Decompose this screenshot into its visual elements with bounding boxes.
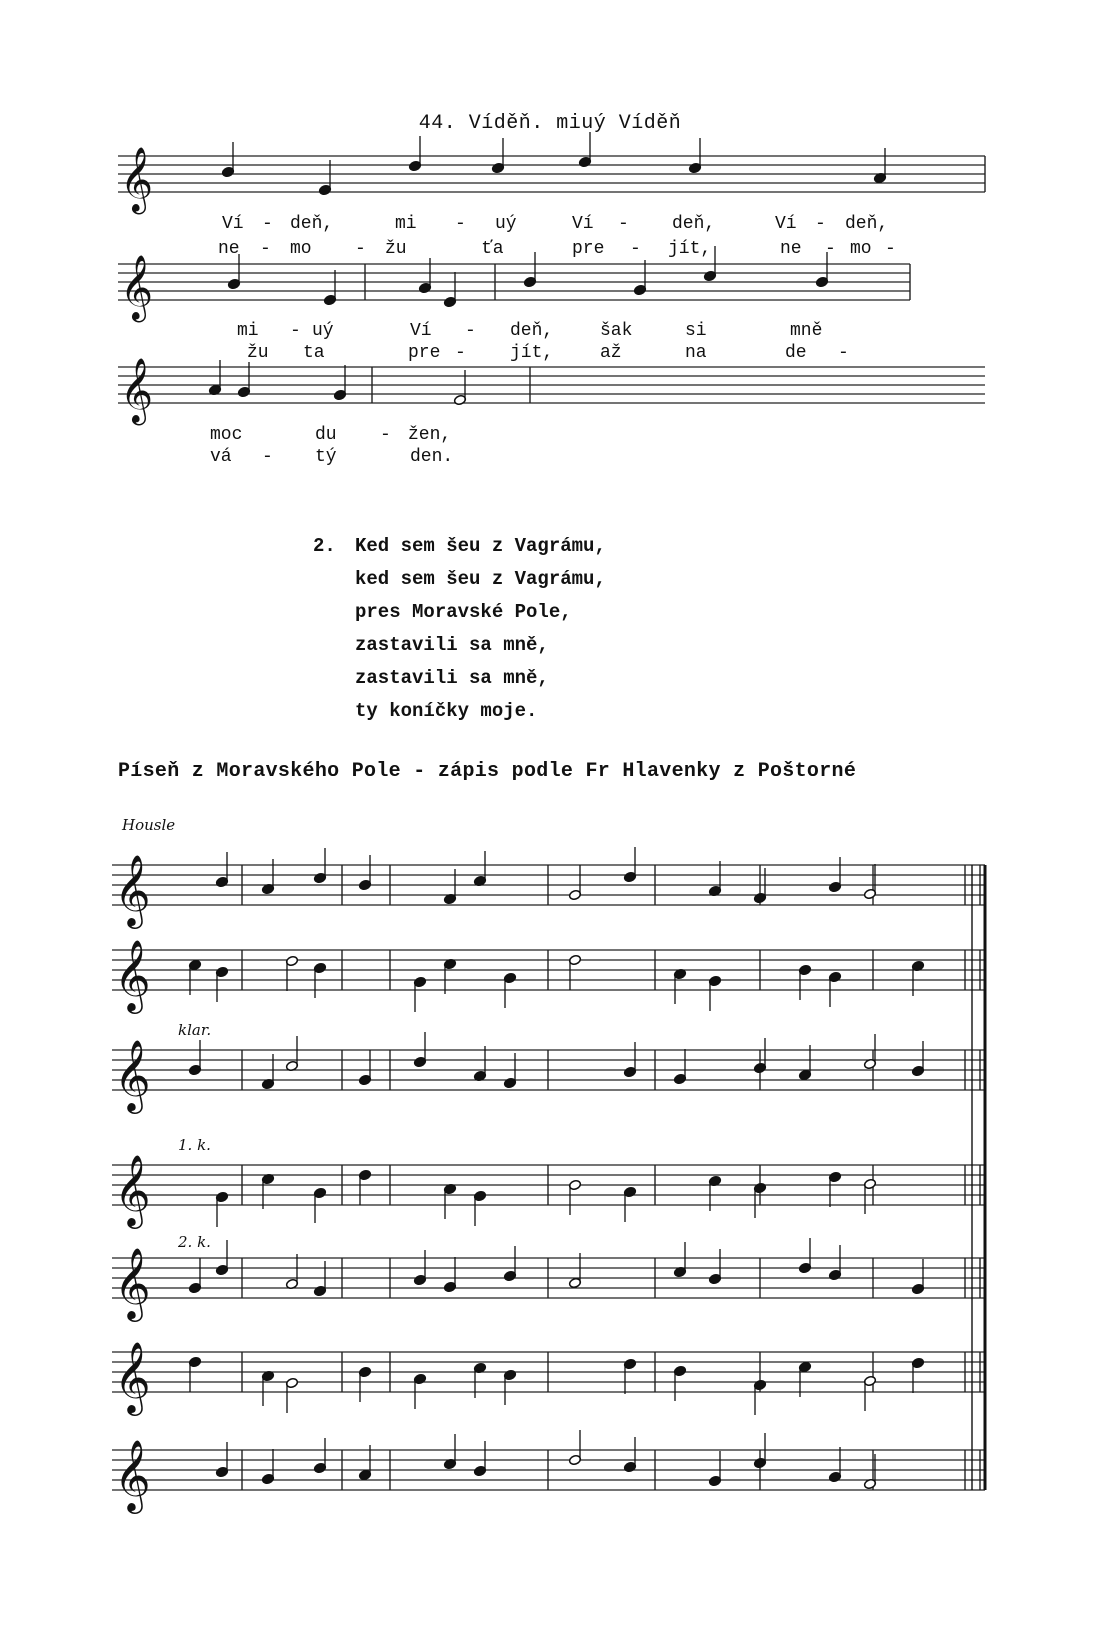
lyric-syllable: - bbox=[262, 447, 273, 467]
song-staves bbox=[118, 132, 985, 425]
song-title: 44. Víděň. miuý Víděň bbox=[418, 112, 682, 135]
staff bbox=[118, 147, 985, 214]
verse-line: ked sem šeu z Vagrámu, bbox=[355, 568, 606, 590]
lyric-syllable: šak bbox=[600, 321, 633, 341]
note bbox=[673, 1365, 686, 1401]
lyric-syllable: uý bbox=[495, 214, 517, 234]
verse-line: ty koníčky moje. bbox=[355, 700, 538, 722]
lyric-syllable: žen, bbox=[408, 425, 452, 445]
treble-clef: 𝄞 bbox=[120, 147, 153, 212]
note bbox=[285, 1036, 298, 1072]
note bbox=[358, 855, 371, 891]
note bbox=[568, 865, 581, 901]
note bbox=[313, 1261, 326, 1297]
lyric-syllable: mi bbox=[395, 214, 417, 234]
lyric-syllable: žu bbox=[385, 239, 407, 259]
instrument-label: Housle bbox=[122, 816, 176, 834]
staff bbox=[112, 1038, 985, 1114]
note bbox=[188, 1258, 201, 1294]
verse-line-text: Ked sem šeu z Vagrámu, bbox=[355, 535, 606, 557]
staff bbox=[112, 1438, 985, 1514]
lyric-syllable: až bbox=[600, 343, 622, 363]
verse-number: 2. bbox=[313, 535, 336, 557]
note bbox=[418, 258, 431, 294]
instrument-label: 1. k. bbox=[178, 1136, 211, 1154]
lyric-syllable: - bbox=[260, 239, 271, 259]
note bbox=[708, 1249, 721, 1285]
note bbox=[188, 1356, 201, 1392]
note bbox=[358, 1169, 371, 1205]
note bbox=[863, 1454, 876, 1490]
lyric-syllable: - bbox=[838, 343, 849, 363]
note bbox=[261, 1054, 274, 1090]
lyric-syllable: de bbox=[785, 343, 807, 363]
lyric-syllable: - bbox=[618, 214, 629, 234]
note bbox=[708, 861, 721, 897]
note bbox=[473, 1362, 486, 1398]
treble-clef: 𝄞 bbox=[114, 1438, 151, 1511]
note bbox=[208, 360, 221, 396]
lyric-syllable: - bbox=[815, 214, 826, 234]
lyric-syllable: Ví bbox=[222, 214, 244, 234]
note bbox=[623, 1186, 636, 1222]
lyric-syllable: - bbox=[465, 321, 476, 341]
note bbox=[443, 958, 456, 994]
note bbox=[753, 1379, 766, 1415]
score-caption: Píseň z Moravského Pole - zápis podle Fr Hlavenky z Poštorné bbox=[118, 760, 857, 783]
treble-clef: 𝄞 bbox=[114, 938, 151, 1011]
lyric-syllable: mo bbox=[850, 239, 872, 259]
note bbox=[503, 1246, 516, 1282]
note bbox=[911, 1041, 924, 1077]
verse-line: pres Moravské Pole, bbox=[355, 601, 572, 623]
lyric-syllable: Ví bbox=[775, 214, 797, 234]
lyric-syllable: ťa bbox=[482, 239, 504, 259]
note bbox=[323, 270, 336, 306]
note bbox=[453, 370, 466, 406]
lyric-syllable: pre bbox=[408, 343, 441, 363]
note bbox=[261, 859, 274, 895]
note bbox=[568, 954, 581, 990]
note bbox=[227, 254, 240, 290]
treble-clef: 𝄞 bbox=[114, 853, 151, 926]
instrument-label: klar. bbox=[178, 1021, 212, 1039]
lyric-syllable: deň, bbox=[672, 214, 716, 234]
lyric-syllable: jít, bbox=[510, 343, 554, 363]
lyric-syllable: žu bbox=[247, 343, 269, 363]
lyric-syllable: ne bbox=[218, 239, 240, 259]
note bbox=[443, 1257, 456, 1293]
note bbox=[413, 1373, 426, 1409]
lyric-syllable: deň, bbox=[290, 214, 334, 234]
note bbox=[673, 968, 686, 1004]
treble-clef: 𝄞 bbox=[120, 358, 153, 423]
staff bbox=[112, 1340, 985, 1416]
note bbox=[473, 1190, 486, 1226]
lyric-syllable: jít, bbox=[668, 239, 712, 259]
lyric-syllable: moc bbox=[210, 425, 243, 445]
note bbox=[221, 142, 234, 178]
verse-line bbox=[313, 530, 606, 563]
note bbox=[911, 960, 924, 996]
note bbox=[261, 1370, 274, 1406]
note bbox=[911, 1259, 924, 1295]
lyric-syllable: - bbox=[455, 214, 466, 234]
note bbox=[261, 1449, 274, 1485]
staff bbox=[112, 853, 985, 929]
note bbox=[443, 1434, 456, 1470]
lyric-syllable: na bbox=[685, 343, 707, 363]
note bbox=[523, 252, 536, 288]
note bbox=[828, 1447, 841, 1483]
note bbox=[473, 851, 486, 887]
note bbox=[473, 1441, 486, 1477]
ensemble-score bbox=[112, 847, 985, 1514]
note bbox=[568, 1430, 581, 1466]
note bbox=[313, 1438, 326, 1474]
note bbox=[568, 1179, 581, 1215]
note bbox=[708, 1175, 721, 1211]
note bbox=[215, 966, 228, 1002]
lyric-syllable: - bbox=[290, 321, 301, 341]
note bbox=[708, 975, 721, 1011]
note bbox=[215, 852, 228, 888]
lyric-syllable: - bbox=[355, 239, 366, 259]
note bbox=[863, 1178, 876, 1214]
note bbox=[443, 869, 456, 905]
verse-2 bbox=[313, 530, 606, 728]
lyric-syllable: si bbox=[685, 321, 707, 341]
note bbox=[188, 1040, 201, 1076]
note bbox=[413, 976, 426, 1012]
lyric-syllable: - bbox=[380, 425, 391, 445]
verse-line: zastavili sa mně, bbox=[355, 634, 549, 656]
note bbox=[358, 1366, 371, 1402]
lyric-syllable: mně bbox=[790, 321, 823, 341]
lyric-syllable: - bbox=[825, 239, 836, 259]
note bbox=[863, 1375, 876, 1411]
lyric-syllable: mi bbox=[237, 321, 259, 341]
note bbox=[863, 1034, 876, 1070]
note bbox=[873, 148, 886, 184]
note bbox=[285, 955, 298, 991]
lyric-syllable: - bbox=[262, 214, 273, 234]
lyric-syllable: vá bbox=[210, 447, 232, 467]
staff bbox=[112, 1246, 985, 1322]
note bbox=[828, 1171, 841, 1207]
note bbox=[911, 1357, 924, 1393]
lyric-syllable: den. bbox=[410, 447, 454, 467]
lyric-syllable: mo bbox=[290, 239, 312, 259]
note bbox=[313, 848, 326, 884]
note bbox=[673, 1049, 686, 1085]
lyric-syllable: Ví bbox=[410, 321, 432, 341]
note bbox=[623, 1358, 636, 1394]
note bbox=[285, 1254, 298, 1290]
staff bbox=[112, 938, 985, 1014]
lyric-syllable: - bbox=[630, 239, 641, 259]
note bbox=[503, 1053, 516, 1089]
treble-clef: 𝄞 bbox=[114, 1038, 151, 1111]
treble-clef: 𝄞 bbox=[114, 1246, 151, 1319]
lyric-syllable: - bbox=[455, 343, 466, 363]
lyric-syllable: uý bbox=[312, 321, 334, 341]
lyric-syllable: ta bbox=[303, 343, 325, 363]
note bbox=[578, 132, 591, 168]
lyric-syllable: deň, bbox=[510, 321, 554, 341]
note bbox=[443, 272, 456, 308]
note bbox=[863, 864, 876, 900]
note bbox=[443, 1183, 456, 1219]
staff bbox=[112, 1153, 985, 1229]
note bbox=[633, 260, 646, 296]
lyric-syllable: du bbox=[315, 425, 337, 445]
note bbox=[358, 1050, 371, 1086]
song-lyrics bbox=[210, 214, 896, 467]
lyric-syllable: pre bbox=[572, 239, 605, 259]
note bbox=[828, 971, 841, 1007]
note bbox=[798, 964, 811, 1000]
lyric-syllable: ne bbox=[780, 239, 802, 259]
instrument-label: 2. k. bbox=[178, 1233, 211, 1251]
note bbox=[473, 1046, 486, 1082]
note bbox=[333, 365, 346, 401]
note bbox=[623, 1437, 636, 1473]
lyric-syllable: - bbox=[885, 239, 896, 259]
staff bbox=[118, 255, 910, 322]
note bbox=[285, 1377, 298, 1413]
lyric-syllable: tý bbox=[315, 447, 337, 467]
note bbox=[408, 136, 421, 172]
lyric-syllable: deň, bbox=[845, 214, 889, 234]
note bbox=[828, 1245, 841, 1281]
treble-clef: 𝄞 bbox=[114, 1340, 151, 1413]
note bbox=[215, 1191, 228, 1227]
note bbox=[708, 1451, 721, 1487]
verse-line: zastavili sa mně, bbox=[355, 667, 549, 689]
note bbox=[798, 1238, 811, 1274]
note bbox=[503, 1369, 516, 1405]
lyric-syllable: Ví bbox=[572, 214, 594, 234]
note bbox=[261, 1173, 274, 1209]
treble-clef: 𝄞 bbox=[114, 1153, 151, 1226]
note bbox=[673, 1242, 686, 1278]
treble-clef: 𝄞 bbox=[120, 255, 153, 320]
